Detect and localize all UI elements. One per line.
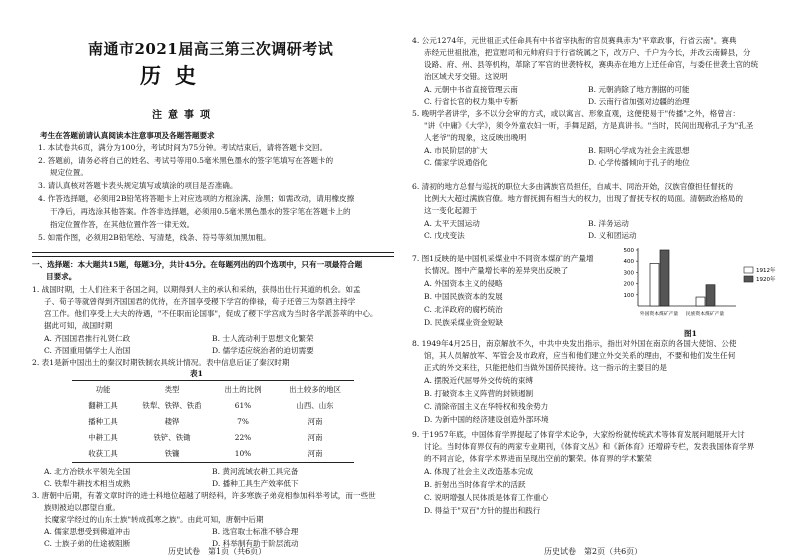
table-cell: 铁镰 [164, 448, 180, 458]
question-text: 据此可知，战国时期 [44, 321, 113, 330]
option-c: C. 戊戌变法 [424, 231, 465, 240]
question-text: 9. 于1957年底，中国体育学界提起了体育学术论争，大家纷纷就传统武术等体育发展问题展开大讨 [412, 430, 745, 439]
y-tick-label: 100 [623, 292, 634, 299]
table-row [72, 429, 354, 445]
question-text: 赤经元世祖批准，把宣慰司和元帅府归于行省统属之下，改万户、千户为今长，并改云南僻县，分 [424, 48, 751, 57]
question-text: 比例大大超过满族官僚。地方督抚拥有相当大的权力，出现了督抚专权的局面。清朝政治格局的 [424, 194, 743, 203]
notice-item: 1. 本试卷共6页，满分为100分，考试时间为75分钟。考试结束后，请将答题卡交回。 [38, 143, 328, 152]
option-c: C. 士族子弟的仕途被阻断 [44, 539, 131, 548]
section-heading: 目要求。 [46, 272, 77, 281]
question-text: 宫工作。他们享受上大夫的待遇，"不任职而论国事"，促成了稷下学宫成为当时各学派荟萃的中心。 [44, 309, 378, 318]
table-cell: 7% [237, 416, 249, 426]
table-cell: 铁铲、铁锄 [153, 432, 191, 442]
y-tick-label: 300 [623, 270, 634, 277]
table-row [72, 445, 354, 461]
notice-item: 3. 请认真核对答题卡表头规定填写或填涂的项目是否准确。 [38, 181, 238, 190]
table-cell: 10% [234, 448, 252, 458]
option-d: D. 云南行省加强对边疆的治理 [588, 97, 690, 106]
option-b: B. 中国民族资本的发展 [424, 292, 503, 301]
question-text: "讲《中庸》《大学》，须令外童农妇一听，手舞足蹈，方是真讲书。"当时，民间出现称孔子为"孔圣 [424, 121, 754, 130]
coal-output-chart [616, 244, 794, 332]
table-cell: 收获工具 [88, 448, 118, 458]
table-cell: 河南 [307, 448, 323, 458]
question-text: 6. 清初的地方总督与巡抚的职位大多由满族官员担任，自咸丰、同治开始，汉族官僚担任督抚的 [412, 182, 733, 191]
question-text: 讨论。当时体育界仅有的两家专业期刊，《体育文丛》和《新体育》还增辟专栏，发表我国体育学界 [424, 442, 755, 451]
bar [706, 285, 715, 306]
table-header-row [72, 381, 354, 397]
question-text: 5. 晚明学者讲学，多不以分会审的方式，或以寓言、形象直观，这便使易于"传播"之外，格曾言： [412, 109, 740, 118]
option-a: A. 齐国国君推行礼贤仁政 [44, 334, 131, 343]
figure-caption: 图1 [684, 329, 697, 338]
option-a: A. 儒家思想受到佛道冲击 [44, 527, 131, 536]
notice-item: 5. 如需作图，必须用2B铅笔绘、写清楚，线条、符号等须加黑加粗。 [38, 233, 271, 242]
option-b: B. 洋务运动 [588, 219, 629, 228]
option-c: C. 北洋政府的腐朽统治 [424, 305, 503, 314]
option-a: A. 北方冶铁水平领先全国 [44, 467, 131, 476]
table-header: 功能 [95, 384, 111, 394]
section-heading: 一、选择题：本大题共15题，每题3分，共计45分。在每题列出的四个选项中，只有一项最符合题 [32, 260, 363, 269]
question-text: 2. 表1是新中国出土的秦汉时期铁制农具统计情况。表中信息后证了秦汉时期 [32, 358, 290, 367]
table-cell: 铁犁、铁铧、铁臿 [142, 400, 202, 410]
option-a: A. 外国资本主义的侵略 [424, 279, 503, 288]
bar [650, 263, 659, 306]
option-d: D. 义和团运动 [588, 231, 637, 240]
option-a: A. 元朝中书省直接管理云南 [424, 85, 518, 94]
table-cell: 河南 [307, 416, 323, 426]
option-c: C. 儒家学说通俗化 [424, 158, 488, 167]
category-label: 外国资本煤矿产量 [639, 312, 679, 317]
question-text: 1. 战国时期，士人们往来于各国之间，以期得到人主的承认和采纳，获得出仕行其道的机会。如孟 [32, 285, 361, 294]
divider [32, 252, 394, 257]
table-row [72, 397, 354, 413]
y-tick-label: 400 [623, 259, 634, 266]
option-b: B. 选官取士标准不够合理 [212, 527, 299, 536]
option-d: D. 民族采煤业资金短缺 [424, 318, 503, 327]
legend-swatch [744, 276, 753, 282]
question-text: 长魔家学经过的山东士族"转成孤寒之族"。由此可知，唐朝中后期 [44, 515, 264, 524]
table-rule [72, 462, 354, 463]
legend-label: 1920年 [756, 277, 776, 283]
question-text: 长情况。图中产量增长率的差异突出反映了 [424, 266, 569, 275]
option-b: B. 元朝消除了地方割据的可能 [588, 85, 690, 94]
table-header: 类型 [164, 384, 180, 394]
notice-heading: 注意事项 [152, 110, 216, 121]
notice-item: 干净后，再选涂其他答案。作答非选择题，必须用0.5毫米黑色墨水的签字笔在答题卡上的 [50, 207, 351, 216]
subject-title: 历史 [140, 63, 210, 88]
option-d: D. 儒学适应统治者的迫切需要 [212, 346, 314, 355]
option-d: D. 心学传播倾向于孔子的地位 [588, 158, 690, 167]
right-page [404, 0, 794, 557]
question-text: 馆，其人员解放军、军管会及市政府，应当和他们建立外交关系的理由，不要和他们发生任何 [424, 351, 736, 360]
question-text: 这一变化起源于 [424, 206, 478, 215]
option-b: B. 打破资本主义阵营的封锁遏制 [424, 389, 534, 398]
option-d: D. 得益于"双百"方针的提出和践行 [424, 506, 541, 515]
option-b: B. 阳明心学成为社会主流思想 [588, 146, 690, 155]
question-text: 治区域犬牙交错。这说明 [424, 72, 508, 81]
notice-item: 规定位置。 [50, 168, 88, 177]
table-cell: 播种工具 [88, 416, 118, 426]
question-text: 设路、府、州、县等机构，革除了军官的世袭特权，赛典赤在地方上迁任命官，与委任世袭土官的统 [424, 60, 759, 69]
option-b: B. 折射出当时体育学术的活跃 [424, 480, 526, 489]
question-text: 8. 1949年4月25日，南京解放不久，中共中央发出指示，指出对外国在南京的各国大使馆、公使 [412, 339, 737, 348]
option-c: C. 铁犁牛耕技术相当成熟 [44, 479, 131, 488]
notice-item: 2. 答题前，请务必将自己的姓名、考试号等用0.5毫米黑色墨水的签字笔填写在答题卡的 [38, 156, 334, 165]
question-text: 4. 公元1274年，元世祖正式任命具有中书省宰执衔的官员赛典赤为"平章政事，行省云南"。赛典 [412, 36, 737, 45]
table-caption: 表1 [190, 369, 203, 378]
page-footer: 历史试卷 第1页（共6页） [168, 547, 267, 556]
notice-intro: 考生在答题前请认真阅读本注意事项及各题答题要求 [40, 131, 215, 140]
legend-swatch [744, 267, 753, 273]
option-b: B. 士人流动利于思想文化繁荣 [212, 334, 314, 343]
table-header: 出土较多的地区 [289, 384, 341, 394]
option-c: C. 说明增强人民体质是体育工作重心 [424, 493, 549, 502]
question-text: 族则被迫以郡望自重。 [44, 503, 120, 512]
question-text: 3. 唐朝中后期，有著文章时许的进士科地位超越了明经科，许多寒族子弟竞相参加科举考试，而一些世 [32, 491, 376, 500]
bar [660, 250, 669, 306]
option-a: A. 摆脱近代屈辱外交传统的束缚 [424, 376, 534, 385]
table-cell: 翻耕工具 [88, 400, 118, 410]
table-cell: 61% [234, 400, 252, 410]
question-text: 正式的外交来往，只能把他们当做外国侨民接待。这一指示的主要目的是 [424, 363, 667, 372]
question-text: 人老爷"的现象，这反映出晚明 [424, 133, 527, 142]
notice-item: 4. 作答选择题，必须用2B铅笔将答题卡上对应选项的方框涂满、涂黑；如需改动，请用橡皮擦 [38, 194, 355, 203]
question-text: 的不同言论，体育学术界进而呈现出空前的繁荣。体育界的学术繁荣 [424, 454, 652, 463]
table-cell: 耧铧 [164, 416, 180, 426]
option-a: A. 太平天国运动 [424, 219, 480, 228]
option-a: A. 体现了社会主义改造基本完成 [424, 467, 534, 476]
table-cell: 河南 [307, 432, 323, 442]
table-row [72, 413, 354, 429]
option-c: C. 行省长官的权力集中专断 [424, 97, 518, 106]
question-text: 7. 图1反映的是中国机采煤业中不同资本煤矿的产量增 [412, 254, 594, 263]
exam-title: 南通市2021届高三第三次调研考试 [88, 40, 334, 58]
option-c: C. 清除帝国主义在华特权和残余势力 [424, 402, 549, 411]
table-cell: 山西、山东 [296, 400, 334, 410]
page-footer: 历史试卷 第2页（共6页） [544, 547, 643, 556]
y-tick-label: 500 [623, 248, 634, 254]
table-header: 出土的比例 [224, 384, 262, 394]
legend-label: 1912年 [756, 268, 776, 274]
y-tick-label: 200 [623, 281, 634, 288]
option-d: D. 科举制有助于阶层流动 [212, 539, 299, 548]
option-c: C. 齐国重用儒学士人治国 [44, 346, 131, 355]
question-text: 子、荀子等就曾得到齐国国君的优待，在齐国享受稷下学宫的俸禄，荀子还曾三为祭酒主持学 [44, 297, 356, 306]
table-cell: 中耕工具 [88, 432, 118, 442]
option-d: D. 播种工具生产效率低下 [212, 479, 299, 488]
bar [696, 297, 705, 306]
farm-tools-table [72, 381, 354, 461]
option-a: A. 市民阶层的扩大 [424, 146, 488, 155]
table-cell: 22% [234, 432, 252, 442]
option-d: D. 为新中国的经济建设创造外部环境 [424, 415, 549, 424]
category-label: 民族资本煤矿产量 [685, 312, 725, 317]
notice-item: 指定位置作答，在其他位置作答一律无效。 [50, 220, 195, 229]
option-b: B. 黄河流域农耕工具完备 [212, 467, 299, 476]
